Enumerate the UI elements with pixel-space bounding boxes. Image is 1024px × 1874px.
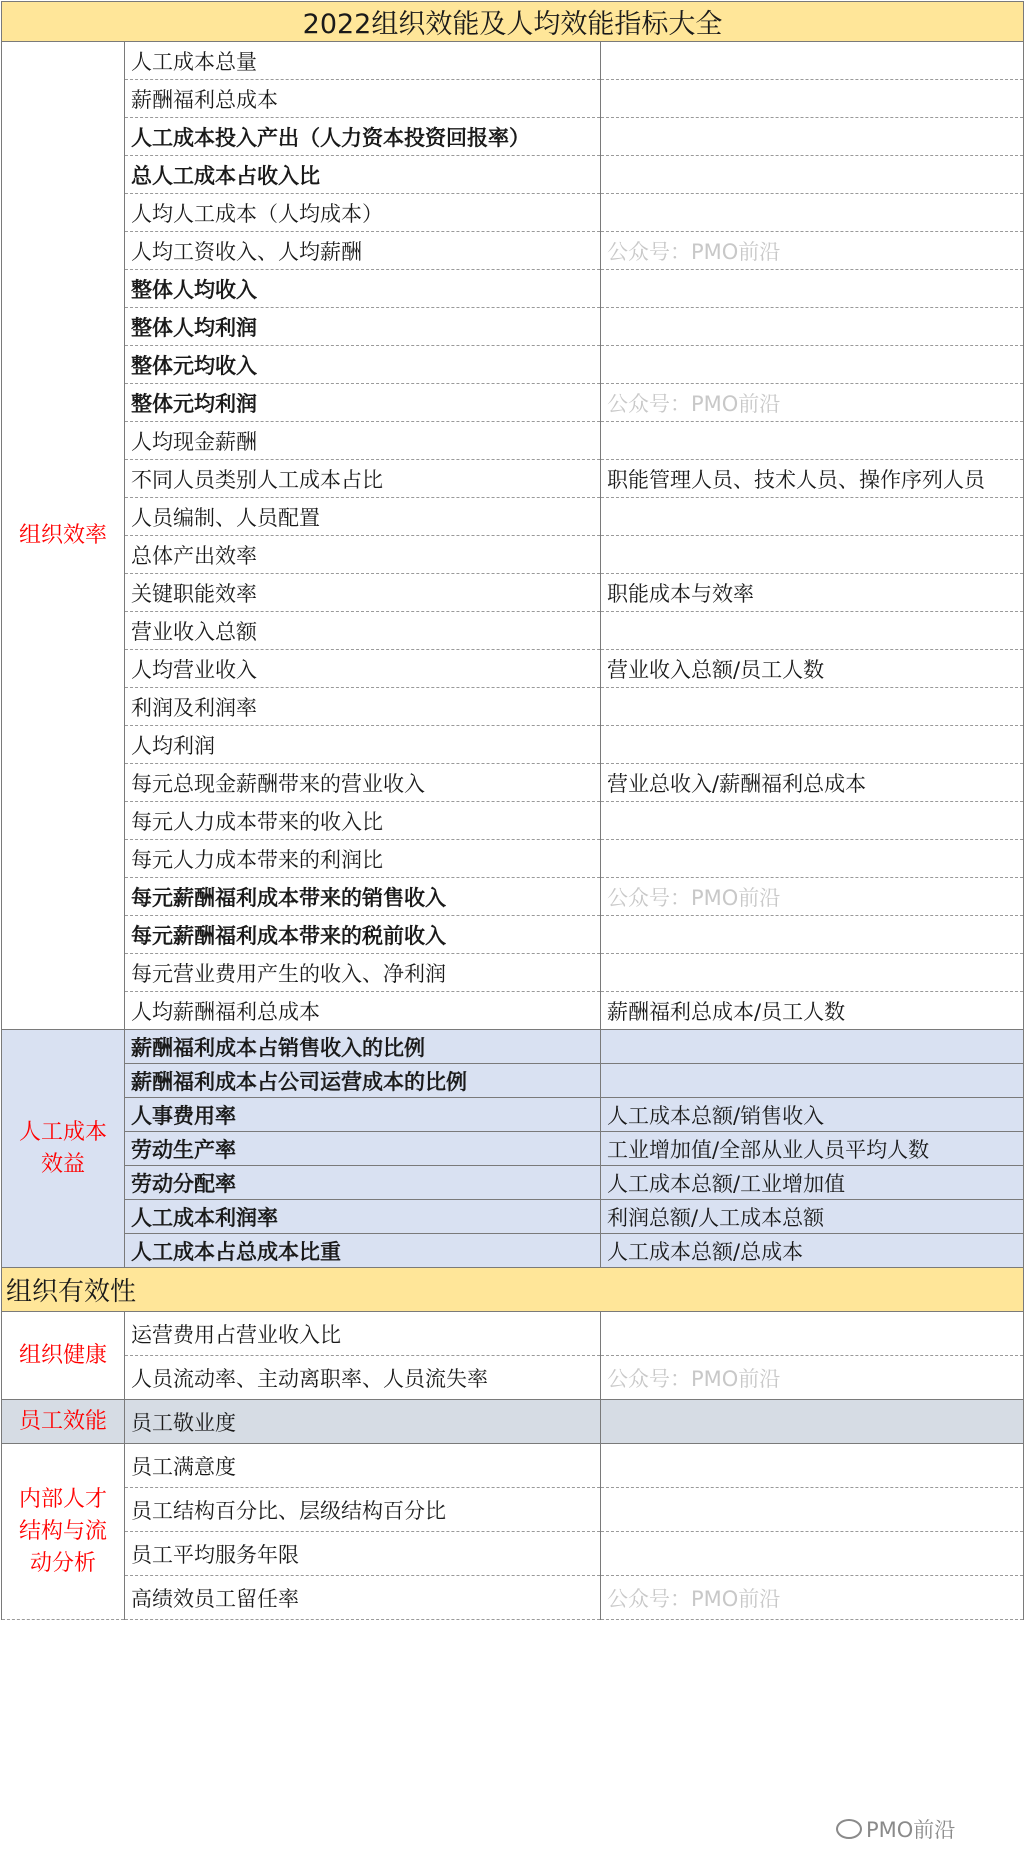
indicator-note (601, 1400, 1024, 1444)
indicator-name: 人工成本利润率 (125, 1200, 601, 1234)
indicator-note: 营业总收入/薪酬福利总成本 (601, 764, 1024, 802)
category-label-line: 动分析 (29, 1550, 96, 1576)
indicator-note: 利润总额/人工成本总额 (601, 1200, 1024, 1234)
indicator-name: 营业收入总额 (125, 612, 601, 650)
indicator-name: 人工成本投入产出（人力资本投资回报率） (125, 118, 601, 156)
indicator-name: 总人工成本占收入比 (125, 156, 601, 194)
indicator-note: 职能管理人员、技术人员、操作序列人员 (601, 460, 1024, 498)
indicator-name: 整体人均收入 (125, 270, 601, 308)
watermark-note: 公众号：PMO前沿 (601, 384, 1024, 422)
category-talent-structure (2, 1444, 125, 1620)
indicator-name: 整体人均利润 (125, 308, 601, 346)
footer-logo-text: PMO前沿 (866, 1818, 956, 1842)
indicator-note (601, 118, 1024, 156)
indicator-name: 不同人员类别人工成本占比 (125, 460, 601, 498)
wechat-icon (836, 1819, 862, 1839)
indicator-note (601, 308, 1024, 346)
watermark-note: 公众号：PMO前沿 (601, 232, 1024, 270)
indicator-name: 薪酬福利总成本 (125, 80, 601, 118)
category-label-line: 内部人才 (18, 1486, 107, 1512)
indicator-name: 人工成本总量 (125, 42, 601, 80)
indicator-note (601, 498, 1024, 536)
indicator-name: 人员编制、人员配置 (125, 498, 601, 536)
category-employee-effectiveness: 员工效能 (2, 1400, 125, 1444)
indicator-name: 员工敬业度 (125, 1400, 601, 1444)
watermark-note: 公众号：PMO前沿 (601, 1356, 1024, 1400)
indicator-note (601, 80, 1024, 118)
category-label-line: 效益 (40, 1151, 85, 1177)
indicator-name: 每元人力成本带来的利润比 (125, 840, 601, 878)
indicator-table (1, 1, 1024, 1620)
indicator-note: 工业增加值/全部从业人员平均人数 (601, 1132, 1024, 1166)
category-labor-cost-benefit (2, 1030, 125, 1268)
indicator-note (601, 194, 1024, 232)
indicator-name: 每元薪酬福利成本带来的税前收入 (125, 916, 601, 954)
indicator-name: 高绩效员工留任率 (125, 1576, 601, 1620)
watermark-note: 公众号：PMO前沿 (601, 878, 1024, 916)
indicator-name: 整体元均收入 (125, 346, 601, 384)
indicator-note: 营业收入总额/员工人数 (601, 650, 1024, 688)
indicator-note (601, 270, 1024, 308)
indicator-name: 人均现金薪酬 (125, 422, 601, 460)
indicator-note (601, 1532, 1024, 1576)
category-label-line: 人工成本 (18, 1119, 107, 1145)
indicator-name: 劳动分配率 (125, 1166, 601, 1200)
indicator-note (601, 1488, 1024, 1532)
indicator-name: 人员流动率、主动离职率、人员流失率 (125, 1356, 601, 1400)
indicator-name: 薪酬福利成本占公司运营成本的比例 (125, 1064, 601, 1098)
indicator-name: 人均薪酬福利总成本 (125, 992, 601, 1030)
indicator-name: 关键职能效率 (125, 574, 601, 612)
indicator-name: 每元薪酬福利成本带来的销售收入 (125, 878, 601, 916)
indicator-note (601, 840, 1024, 878)
indicator-name: 人均人工成本（人均成本） (125, 194, 601, 232)
indicator-note: 人工成本总额/总成本 (601, 1234, 1024, 1268)
indicator-name: 劳动生产率 (125, 1132, 601, 1166)
indicator-name: 总体产出效率 (125, 536, 601, 574)
indicator-name: 员工满意度 (125, 1444, 601, 1488)
indicator-name: 每元总现金薪酬带来的营业收入 (125, 764, 601, 802)
indicator-name: 人工成本占总成本比重 (125, 1234, 601, 1268)
indicator-note (601, 954, 1024, 992)
indicator-name: 员工平均服务年限 (125, 1532, 601, 1576)
indicator-note (601, 1064, 1024, 1098)
indicator-name: 每元营业费用产生的收入、净利润 (125, 954, 601, 992)
indicator-name: 人事费用率 (125, 1098, 601, 1132)
indicator-note: 职能成本与效率 (601, 574, 1024, 612)
indicator-name: 人均利润 (125, 726, 601, 764)
indicator-name: 每元人力成本带来的收入比 (125, 802, 601, 840)
indicator-name: 利润及利润率 (125, 688, 601, 726)
indicator-note (601, 1030, 1024, 1064)
footer-logo (836, 1814, 955, 1844)
indicator-name: 运营费用占营业收入比 (125, 1312, 601, 1356)
indicator-note (601, 1444, 1024, 1488)
indicator-name: 员工结构百分比、层级结构百分比 (125, 1488, 601, 1532)
indicator-note: 人工成本总额/销售收入 (601, 1098, 1024, 1132)
category-org-health: 组织健康 (2, 1312, 125, 1400)
indicator-note (601, 422, 1024, 460)
page-title: 2022组织效能及人均效能指标大全 (2, 2, 1024, 42)
indicator-note (601, 156, 1024, 194)
indicator-name: 人均工资收入、人均薪酬 (125, 232, 601, 270)
indicator-name: 人均营业收入 (125, 650, 601, 688)
indicator-note (601, 536, 1024, 574)
category-label-line: 结构与流 (18, 1518, 107, 1544)
indicator-note (601, 726, 1024, 764)
indicator-name: 薪酬福利成本占销售收入的比例 (125, 1030, 601, 1064)
indicator-note (601, 612, 1024, 650)
section-header-org-effectiveness: 组织有效性 (2, 1268, 1024, 1312)
indicator-note (601, 688, 1024, 726)
indicator-note (601, 802, 1024, 840)
indicator-note (601, 1312, 1024, 1356)
indicator-note: 薪酬福利总成本/员工人数 (601, 992, 1024, 1030)
indicator-note (601, 916, 1024, 954)
indicator-note (601, 346, 1024, 384)
watermark-note: 公众号：PMO前沿 (601, 1576, 1024, 1620)
indicator-name: 整体元均利润 (125, 384, 601, 422)
category-org-efficiency: 组织效率 (2, 42, 125, 1030)
indicator-note: 人工成本总额/工业增加值 (601, 1166, 1024, 1200)
indicator-note (601, 42, 1024, 80)
